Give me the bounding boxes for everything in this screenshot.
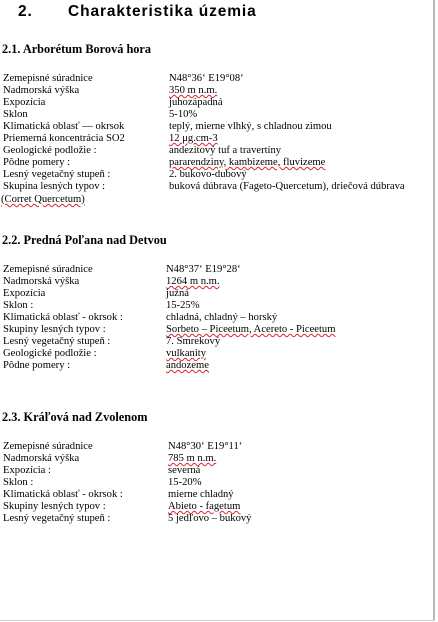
data-row (3, 489, 433, 501)
row-value: mierne chladný (168, 489, 234, 500)
row-value: Sorbeto – Piceetum, Acereto - Piceetum (166, 324, 336, 335)
row-label: Zemepisné súradnice (3, 441, 93, 452)
data-row (3, 501, 433, 513)
row-value: 785 m n.m. (168, 453, 217, 464)
row-value: 5 jedľovo – bukový (168, 513, 252, 524)
data-row (3, 465, 433, 477)
data-row (3, 169, 433, 181)
row-value: severná (168, 465, 201, 476)
data-row (3, 477, 433, 489)
row-value: vulkanity (166, 348, 207, 359)
data-row (3, 324, 433, 336)
row-value: buková dúbrava (Fageto-Quercetum), driečová dúbrava (169, 181, 405, 192)
row-label: Sklon : (3, 477, 34, 488)
row-value: Abieto - fagetum (168, 501, 241, 512)
data-row (3, 133, 433, 145)
section-heading: 2.3. Kráľová nad Zvolenom (2, 410, 148, 424)
row-label: Nadmorská výška (3, 453, 80, 464)
row-value: N48°37‘ E19°28‘ (166, 264, 241, 275)
data-row (3, 360, 433, 372)
row-value: andozeme (166, 360, 209, 371)
row-value: chladná, chladný – horský (166, 312, 278, 323)
row-value: 2. bukovo-dubový (169, 169, 247, 180)
row-label: Lesný vegetačný stupeň : (3, 169, 111, 180)
row-label: Geologické podložie : (3, 145, 97, 156)
data-row (3, 276, 433, 288)
row-value: 5-10% (169, 109, 198, 120)
row-label: Sklon : (3, 300, 34, 311)
row-value: teplý, mierne vlhký, s chladnou zimou (169, 121, 332, 132)
data-row (3, 348, 433, 360)
row-label: Nadmorská výška (3, 85, 80, 96)
chapter-title-text: Charakteristika územia (68, 3, 257, 20)
data-row (3, 181, 433, 193)
row-continuation: (Corret Quercetum) (1, 194, 85, 205)
row-value: N48°30‘ E19°11‘ (168, 441, 243, 452)
row-label: Lesný vegetačný stupeň : (3, 336, 111, 347)
row-label: Zemepisné súradnice (3, 264, 93, 275)
data-row (3, 85, 433, 97)
section-heading: 2.2. Predná Poľana nad Detvou (2, 233, 167, 247)
row-label: Pôdne pomery : (3, 157, 71, 168)
data-row (3, 145, 433, 157)
data-row (3, 157, 433, 169)
data-row (3, 288, 433, 300)
row-label: Lesný vegetačný stupeň : (3, 513, 111, 524)
chapter-number: 2. (18, 3, 33, 20)
row-label: Skupina lesných typov : (3, 181, 106, 192)
row-label: Expozícia : (3, 465, 51, 476)
section-heading: 2.1. Arborétum Borová hora (2, 42, 152, 56)
data-row (3, 453, 433, 465)
row-value: južná (166, 288, 189, 299)
data-row (3, 97, 433, 109)
row-label: Priemerná koncentrácia SO2 (3, 133, 125, 144)
row-value: N48°36‘ E19°08‘ (169, 73, 244, 84)
row-value: 15-25% (166, 300, 200, 311)
row-value: 12 μg.cm-3 (169, 133, 218, 144)
row-label: Nadmorská výška (3, 276, 80, 287)
row-label: Klimatická oblasť - okrsok : (3, 489, 123, 500)
row-value: 15-20% (168, 477, 202, 488)
row-value: 350 m n.m. (169, 85, 218, 96)
row-label: Pôdne pomery : (3, 360, 71, 371)
data-row (3, 121, 433, 133)
chapter-title (18, 3, 257, 21)
data-row (3, 312, 433, 324)
data-row (3, 300, 433, 312)
row-label: Geologické podložie : (3, 348, 97, 359)
row-value: 1264 m n.m. (166, 276, 220, 287)
data-row (3, 513, 433, 525)
data-row (3, 109, 433, 121)
row-label: Klimatická oblasť - okrsok : (3, 312, 123, 323)
row-label: Expozícia (3, 288, 46, 299)
row-label: Klimatická oblasť — okrsok (3, 121, 125, 132)
row-value: andezitový tuf a travertíny (169, 145, 282, 156)
row-label: Sklon (3, 109, 28, 120)
row-value: 7. Smrekový (166, 336, 221, 347)
row-label: Expozícia (3, 97, 46, 108)
data-row (3, 264, 433, 276)
row-label: Skupiny lesných typov : (3, 324, 106, 335)
row-value: pararendziny, kambizeme, fluvizeme (169, 157, 326, 168)
row-label: Skupiny lesných typov : (3, 501, 106, 512)
data-row (3, 73, 433, 85)
row-label: Zemepisné súradnice (3, 73, 93, 84)
data-row (3, 441, 433, 453)
row-value: juhozápadná (169, 97, 223, 108)
data-row (3, 336, 433, 348)
